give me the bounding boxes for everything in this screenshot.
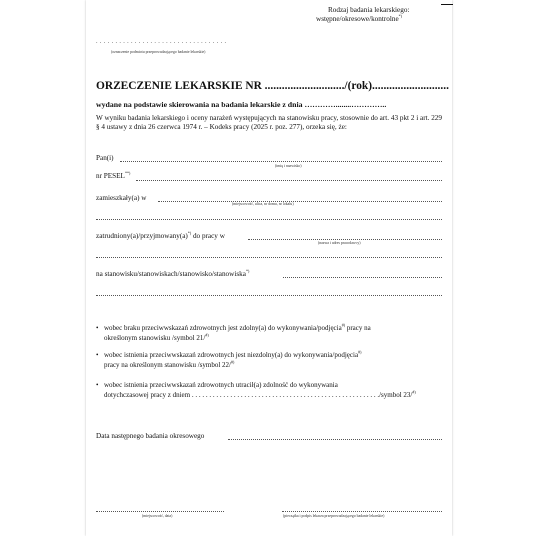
employer-line-2 (96, 257, 442, 258)
stamp-dots: . . . . . . . . . . . . . . . . . . . . . . . . . . . . . . . . . . (96, 38, 227, 45)
place-date-caption: (miejscowość, data) (142, 514, 173, 518)
option-fit: • wobec braku przeciwwskazań zdrowotnych jest zdolny(a) do wykonywania/podjęcia#) pracy na określonym stanowisku /symbol 21/#) (96, 322, 371, 342)
employer-line (248, 239, 442, 240)
pesel-label: nr PESEL**) (96, 170, 131, 180)
document-title: ORZECZENIE LEKARSKIE NR ............................/(rok)........................... (96, 80, 449, 92)
address-caption: (miejscowość, ulica, nr domu, nr lokalu) (232, 202, 294, 206)
bullet-icon: • (96, 381, 99, 389)
next-exam-line (228, 439, 442, 440)
corner-mark (441, 4, 453, 5)
name-caption: (imię i nazwisko) (275, 164, 302, 168)
option-lost-ability: • wobec istnienia przeciwwskazań zdrowotnych utracił(a) zdolność do wykonywania dotychczasowej pracy z dniem . . . . . . . . . . . . . . . . . . . . . . . . . . . . . . . . . . . . . . . . . . . . . . . . . . . . . ./symbol 23/#) (96, 381, 416, 399)
signature-line (282, 511, 442, 512)
pesel-line (136, 180, 442, 181)
name-line (120, 161, 442, 162)
exam-type-options: wstępne/okresowe/kontrolne*) (316, 13, 402, 23)
stamp-caption: (oznaczenie podmiotu przeprowadzającego badanie lekarskie) (111, 50, 206, 54)
bullet-icon: • (96, 351, 99, 359)
option-unfit: • wobec istnienia przeciwwskazań zdrowotnych jest niezdolny(a) do wykonywania/podjęcia#) pracy na określonym stanowisku /symbol 22/#) (96, 349, 362, 369)
position-line-2 (96, 295, 442, 296)
name-label: Pan(i) (96, 154, 114, 162)
intro-paragraph: W wyniku badania lekarskiego i oceny narażeń występujących na stanowisku pracy, stosownie do art. 43 pkt 2 i art. 229 § 4 ustawy z dnia 26 czerwca 1974 r. – Kodeks pracy (2025 r. poz. 277), orzeka się, że: (96, 114, 442, 131)
address-line-2 (96, 219, 442, 220)
position-label: na stanowisku/stanowiskach/stanowisko/stanowiska*) (96, 268, 250, 278)
document-subtitle: wydane na podstawie skierowania na badania lekarskie z dnia …………........………….. (96, 100, 387, 109)
next-exam-label: Data następnego badania okresowego (96, 432, 205, 440)
exam-type-label: Rodzaj badania lekarskiego: (328, 6, 410, 14)
position-line (283, 277, 442, 278)
place-date-line (96, 511, 224, 512)
employer-caption: (nazwa i adres pracodawcy) (318, 241, 361, 245)
bullet-icon: • (96, 324, 99, 332)
address-line (158, 201, 442, 202)
employed-label: zatrudniony(a)/przyjmowany(a)*) do pracy w (96, 230, 225, 240)
address-label: zamieszkały(a) w (96, 194, 147, 202)
signature-caption: (pieczątka i podpis lekarza przeprowadzającego badanie lekarskie) (283, 514, 385, 518)
